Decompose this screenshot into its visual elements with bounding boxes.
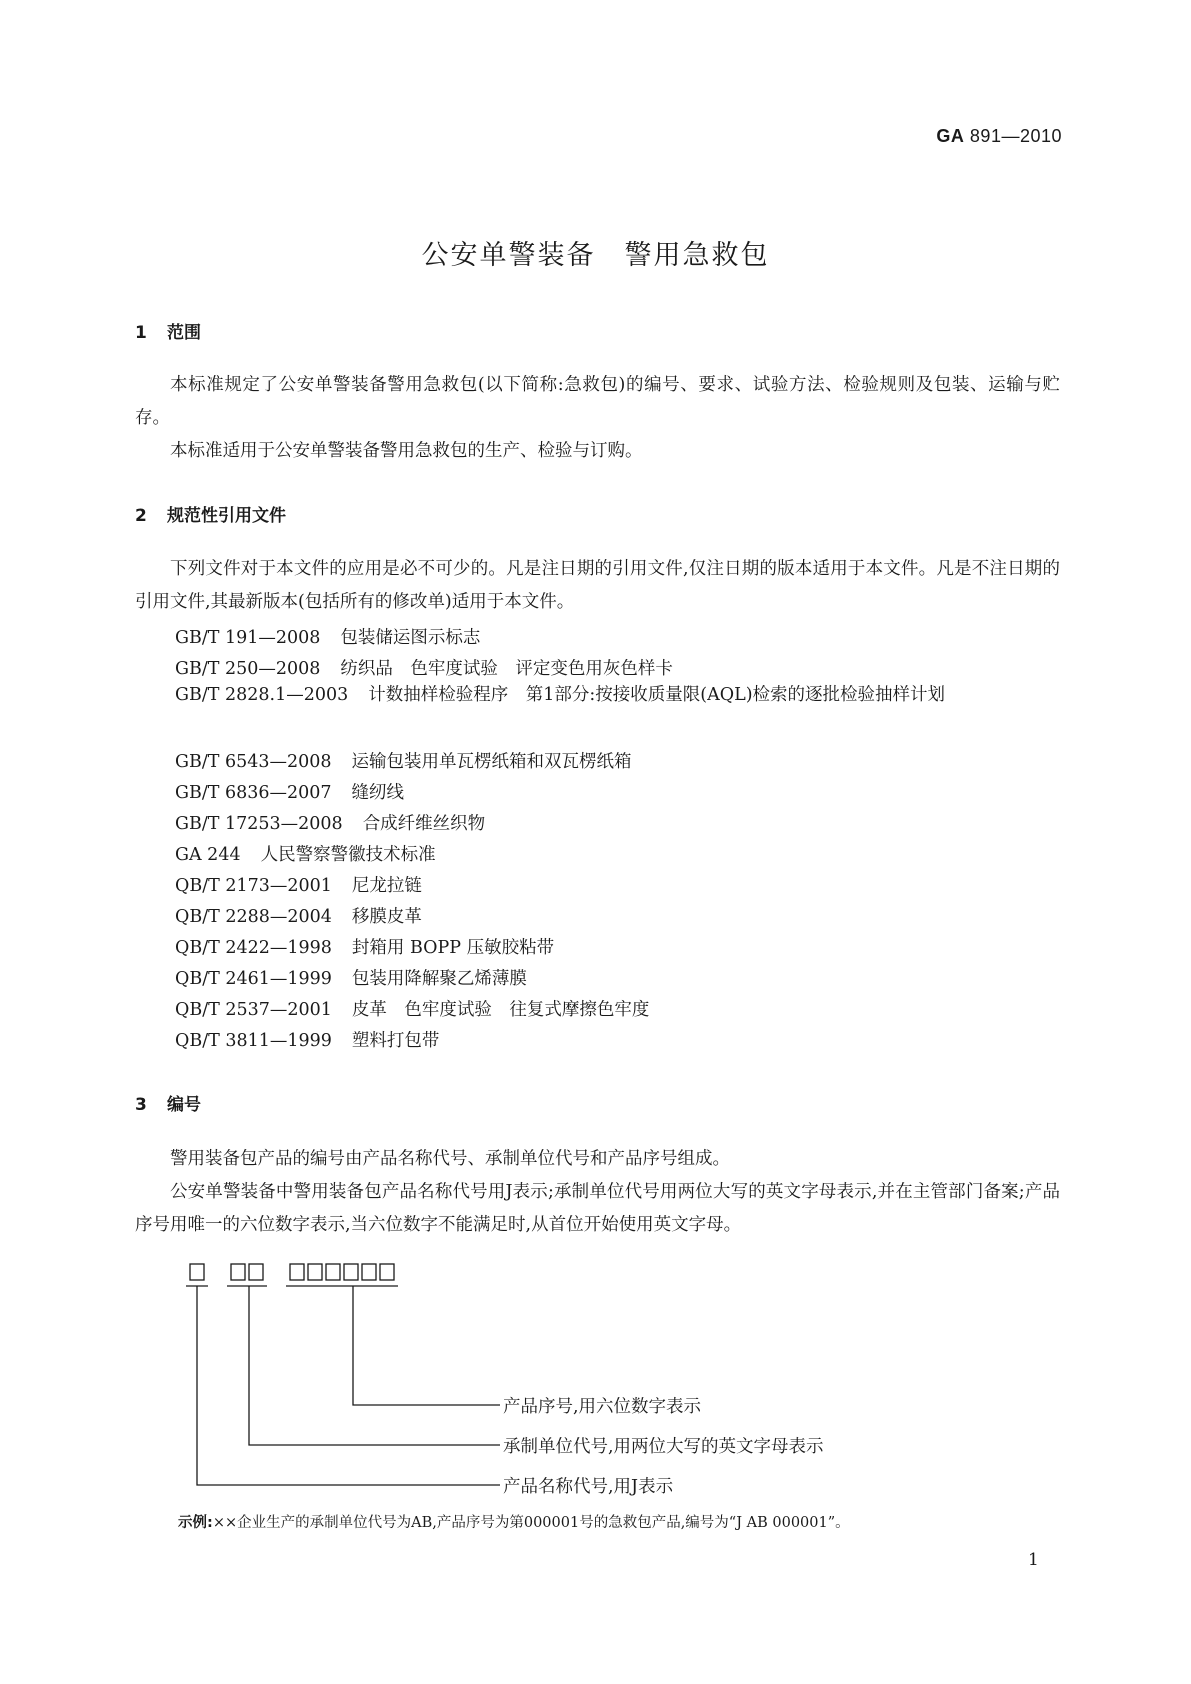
code-box-unit xyxy=(231,1264,245,1280)
section-2-heading: 2 规范性引用文件 xyxy=(135,506,286,526)
section-1-paragraph-2: 本标准适用于公安单警装备警用急救包的生产、检验与订购。 xyxy=(170,441,643,461)
reference-item: GB/T 2828.1—2003 计数抽样检验程序 第1部分:按接收质量限(AQL)检索的逐批检验抽样计划 xyxy=(175,685,946,705)
code-box-product-name xyxy=(190,1264,204,1280)
example-label: 示例: xyxy=(178,1515,213,1531)
reference-item: GB/T 6836—2007 缝纫线 xyxy=(175,783,405,803)
section-3-heading: 3 编号 xyxy=(135,1095,201,1115)
code-box-serial xyxy=(326,1264,340,1280)
diagram-label-product-name: 产品名称代号,用J表示 xyxy=(503,1477,674,1497)
section-3-paragraph-1: 警用装备包产品的编号由产品名称代号、承制单位代号和产品序号组成。 xyxy=(170,1149,730,1169)
page-number: 1 xyxy=(1028,1550,1039,1570)
reference-item: GB/T 191—2008 包装储运图示标志 xyxy=(175,628,481,648)
reference-item: QB/T 2537—2001 皮革 色牢度试验 往复式摩擦色牢度 xyxy=(175,1000,650,1020)
section-1-heading: 1 范围 xyxy=(135,323,201,343)
connector-unit xyxy=(249,1286,500,1445)
reference-item: QB/T 2422—1998 封箱用 BOPP 压敏胶粘带 xyxy=(175,938,555,958)
code-box-serial xyxy=(380,1264,394,1280)
reference-item: QB/T 2461—1999 包装用降解聚乙烯薄膜 xyxy=(175,969,527,989)
reference-item: GA 244 人民警察警徽技术标准 xyxy=(175,845,436,865)
example-text: ××企业生产的承制单位代号为AB,产品序号为第000001号的急救包产品,编号为“J AB 000001”。 xyxy=(212,1515,850,1531)
document-code: GA 891—2010 xyxy=(936,126,1062,146)
code-box-serial xyxy=(362,1264,376,1280)
document-title: 公安单警装备 警用急救包 xyxy=(421,240,770,271)
reference-item: GB/T 6543—2008 运输包装用单瓦楞纸箱和双瓦楞纸箱 xyxy=(175,752,632,772)
section-1-paragraph-1: 本标准规定了公安单警装备警用急救包(以下简称:急救包)的编号、要求、试验方法、检验规则及包装、运输与贮存。 xyxy=(135,375,1060,428)
reference-item: QB/T 2288—2004 移膜皮革 xyxy=(175,907,422,927)
reference-item: GB/T 250—2008 纺织品 色牢度试验 评定变色用灰色样卡 xyxy=(175,659,673,679)
diagram-label-unit: 承制单位代号,用两位大写的英文字母表示 xyxy=(503,1437,824,1457)
code-box-unit xyxy=(249,1264,263,1280)
code-box-serial xyxy=(308,1264,322,1280)
connector-product-name xyxy=(197,1286,500,1485)
connector-serial xyxy=(353,1286,500,1405)
reference-item: GB/T 17253—2008 合成纤维丝织物 xyxy=(175,814,486,834)
section-2-paragraph-1: 下列文件对于本文件的应用是必不可少的。凡是注日期的引用文件,仅注日期的版本适用于本文件。凡是不注日期的引用文件,其最新版本(包括所有的修改单)适用于本文件。 xyxy=(135,559,1060,612)
reference-item: QB/T 2173—2001 尼龙拉链 xyxy=(175,876,422,896)
reference-item: QB/T 3811—1999 塑料打包带 xyxy=(175,1031,440,1051)
section-3-paragraph-2: 公安单警装备中警用装备包产品名称代号用J表示;承制单位代号用两位大写的英文字母表示,并在主管部门备案;产品序号用唯一的六位数字表示,当六位数字不能满足时,从首位开始使用英文字母。 xyxy=(135,1182,1060,1235)
example-note xyxy=(178,1511,850,1532)
code-box-serial xyxy=(290,1264,304,1280)
diagram-label-serial: 产品序号,用六位数字表示 xyxy=(503,1397,702,1417)
code-box-serial xyxy=(344,1264,358,1280)
